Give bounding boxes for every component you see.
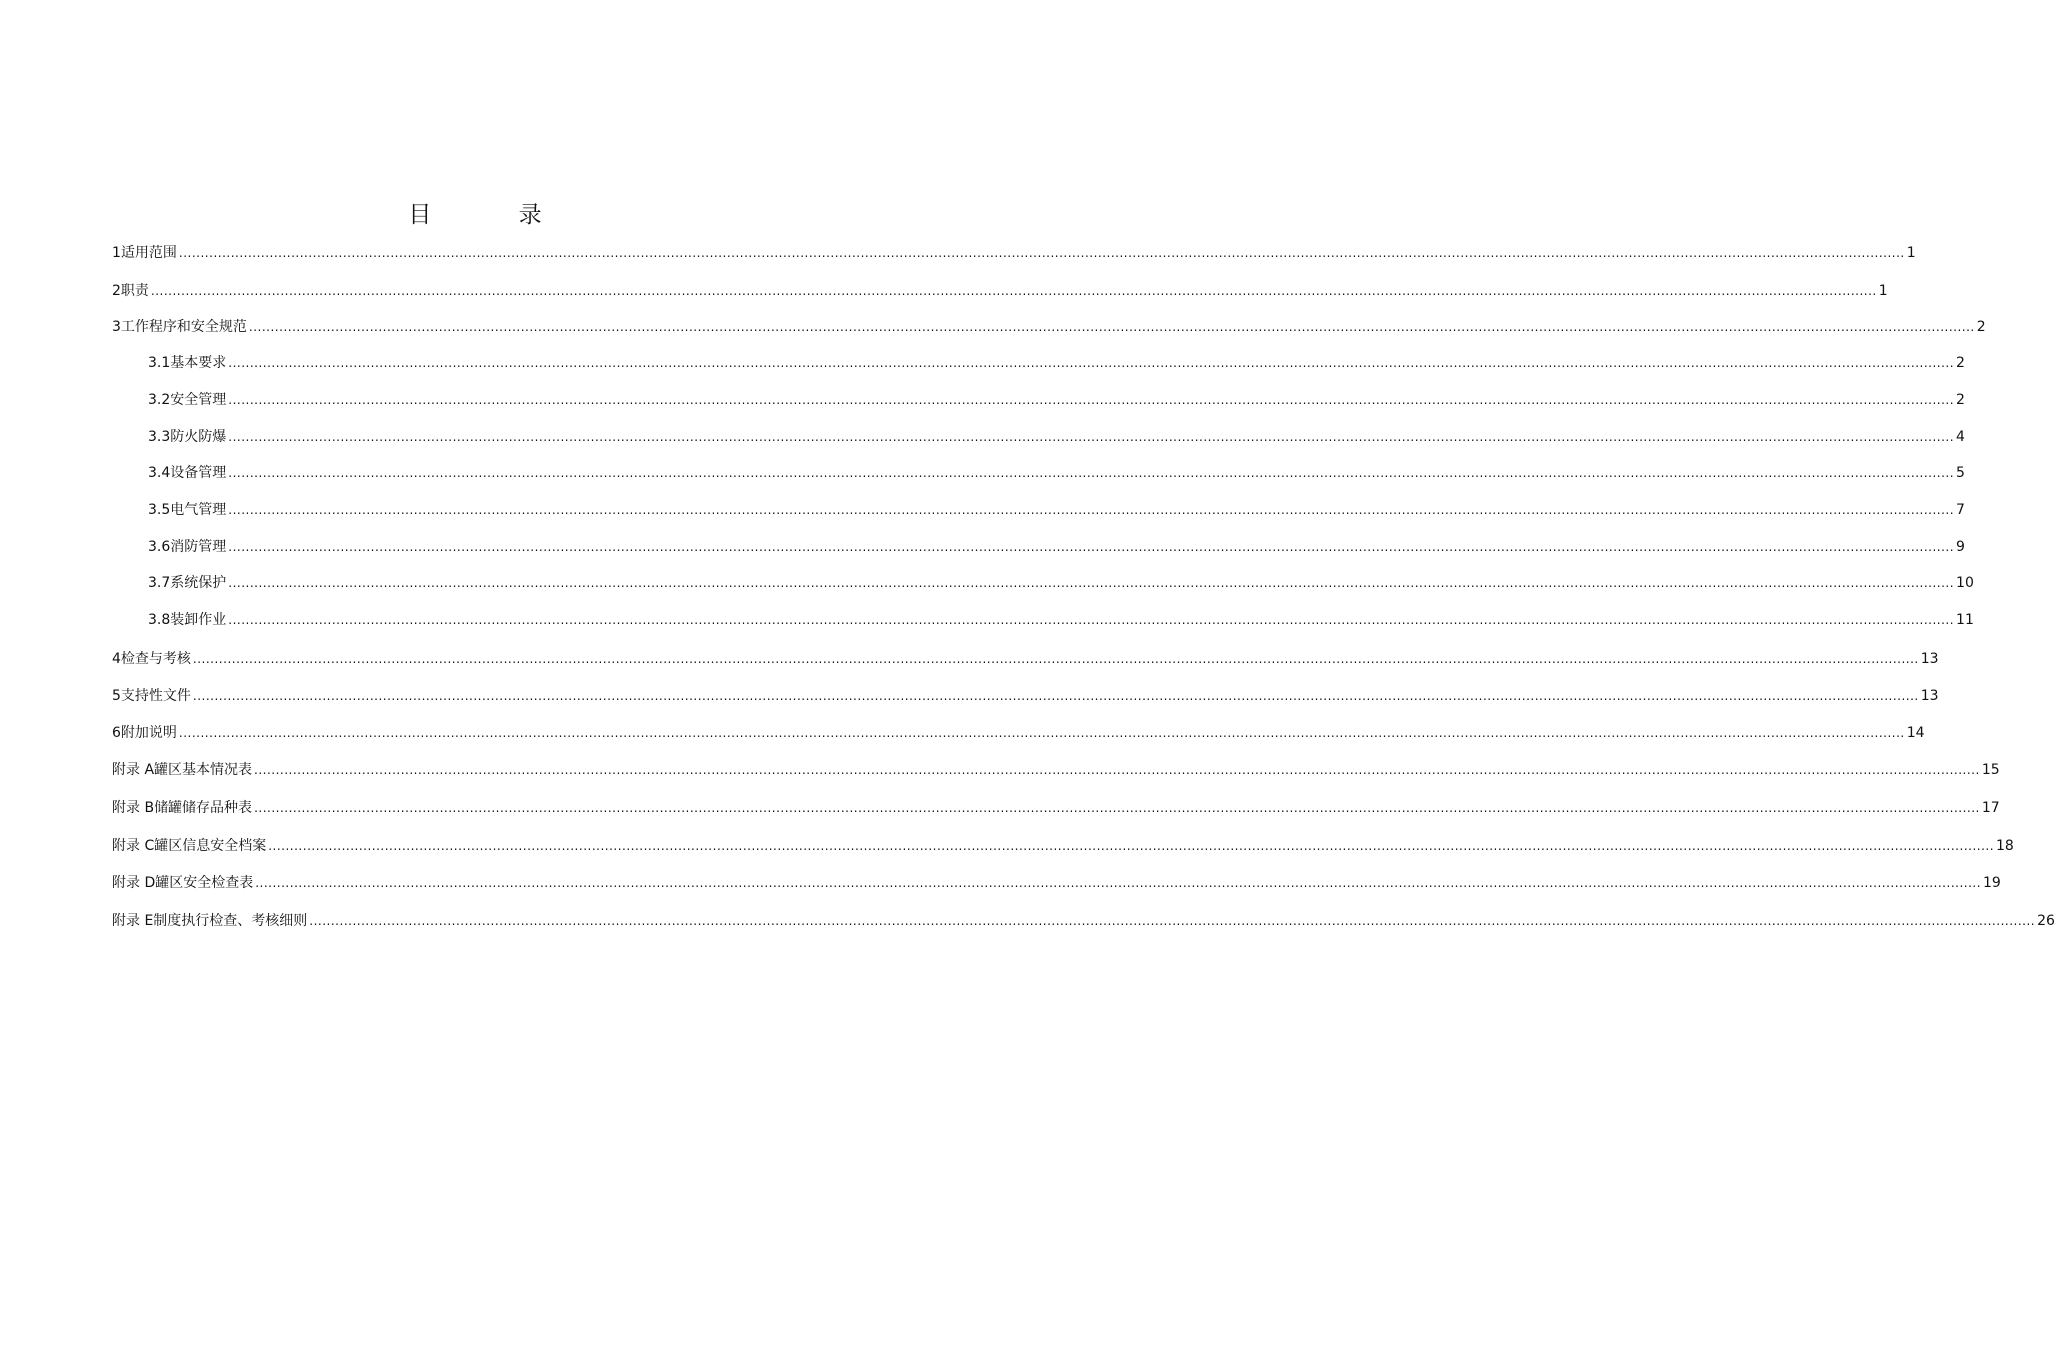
- toc-entry-number: 附录 B: [112, 800, 155, 816]
- toc-entry-label: 装卸作业: [170, 612, 227, 628]
- toc-entry-label: 工作程序和安全规范: [120, 319, 247, 335]
- toc-entry: [148, 390, 1965, 410]
- toc-entry-number: 附录 E: [112, 913, 154, 929]
- toc-entry-number: 3: [112, 319, 121, 335]
- toc-entry: [112, 836, 2014, 856]
- toc-entry-label: 检查与考核: [120, 651, 191, 667]
- toc-entry-page: 9: [1956, 539, 1965, 555]
- toc-entry-label: 罐区基本情况表: [154, 762, 253, 778]
- toc-entry: [112, 873, 2001, 893]
- toc-entry-number: 3.8: [148, 612, 171, 628]
- toc-leader-dots: ................................................................................................................................................................................................................................................................................................................................................................................................................: [192, 689, 1919, 703]
- toc-entry-page: 7: [1956, 502, 1965, 518]
- toc-entry-label: 支持性文件: [120, 688, 191, 704]
- toc-entry: [112, 686, 1939, 706]
- toc-entry-page: 1: [1906, 245, 1916, 261]
- toc-entry: [148, 500, 1965, 520]
- toc-entry-page: 13: [1920, 688, 1939, 704]
- toc-entry-number: 附录 D: [112, 875, 156, 891]
- toc-entry-label: 附加说明: [120, 725, 177, 741]
- toc-entry-page: 17: [1981, 800, 2000, 816]
- toc-leader-dots: ................................................................................................................................................................................................................................................................................................................................................................................................................: [254, 801, 1980, 815]
- toc-entry-page: 2: [1956, 392, 1965, 408]
- toc-title: 目 录: [408, 202, 582, 228]
- toc-entry-page: 19: [1983, 875, 2001, 891]
- toc-entry-page: 18: [1996, 838, 2014, 854]
- toc-entry: [112, 649, 1939, 669]
- toc-entry-label: 罐区信息安全档案: [154, 838, 267, 854]
- toc-leader-dots: ................................................................................................................................................................................................................................................................................................................................................................................................................: [192, 652, 1919, 666]
- toc-entry: [112, 760, 2000, 780]
- toc-entry-number: 3.3: [148, 429, 171, 445]
- toc-entry-label: 安全管理: [170, 392, 227, 408]
- toc-leader-dots: ................................................................................................................................................................................................................................................................................................................................................................................................................: [178, 246, 1905, 260]
- toc-entry: [112, 243, 1916, 263]
- toc-entry-page: 4: [1956, 429, 1965, 445]
- toc-entry-number: 5: [112, 688, 121, 704]
- toc-entry-label: 基本要求: [170, 355, 227, 371]
- toc-entry-label: 消防管理: [170, 539, 227, 555]
- toc-entry: [112, 798, 2000, 818]
- toc-entry-page: 1: [1878, 283, 1888, 299]
- toc-leader-dots: ................................................................................................................................................................................................................................................................................................................................................................................................................: [228, 430, 1955, 444]
- toc-leader-dots: ................................................................................................................................................................................................................................................................................................................................................................................................................: [228, 613, 1955, 627]
- toc-leader-dots: ................................................................................................................................................................................................................................................................................................................................................................................................................: [178, 726, 1905, 740]
- toc-entry-number: 3.2: [148, 392, 171, 408]
- toc-entry: [112, 317, 1986, 337]
- toc-entry-number: 3.6: [148, 539, 171, 555]
- toc-entry: [148, 463, 1965, 483]
- toc-entry-page: 10: [1956, 575, 1974, 591]
- toc-entry: [148, 427, 1965, 447]
- toc-leader-dots: ................................................................................................................................................................................................................................................................................................................................................................................................................: [228, 503, 1955, 517]
- toc-leader-dots: ................................................................................................................................................................................................................................................................................................................................................................................................................: [228, 540, 1955, 554]
- toc-entry: [148, 573, 1974, 593]
- toc-entry-label: 职责: [120, 283, 149, 299]
- toc-entry: [112, 281, 1888, 301]
- toc-leader-dots: ................................................................................................................................................................................................................................................................................................................................................................................................................: [150, 284, 1877, 298]
- toc-leader-dots: ................................................................................................................................................................................................................................................................................................................................................................................................................: [255, 876, 1982, 890]
- toc-leader-dots: ................................................................................................................................................................................................................................................................................................................................................................................................................: [228, 576, 1955, 590]
- toc-entry-label: 适用范围: [120, 245, 177, 261]
- toc-leader-dots: ................................................................................................................................................................................................................................................................................................................................................................................................................: [228, 393, 1955, 407]
- toc-leader-dots: ................................................................................................................................................................................................................................................................................................................................................................................................................: [254, 763, 1980, 777]
- toc-entry-label: 储罐储存品种表: [154, 800, 253, 816]
- toc-entry-number: 3.4: [148, 465, 171, 481]
- toc-entry-number: 3.1: [148, 355, 171, 371]
- toc-entry-page: 13: [1920, 651, 1939, 667]
- toc-leader-dots: ................................................................................................................................................................................................................................................................................................................................................................................................................: [228, 356, 1955, 370]
- toc-entry-page: 5: [1956, 465, 1965, 481]
- toc-leader-dots: ................................................................................................................................................................................................................................................................................................................................................................................................................: [268, 839, 1995, 853]
- toc-entry-number: 6: [112, 725, 121, 741]
- toc-entry-number: 3.7: [148, 575, 171, 591]
- toc-entry-page: 11: [1956, 612, 1974, 628]
- toc-entry: [148, 610, 1974, 630]
- toc-entry-number: 附录 A: [112, 762, 155, 778]
- toc-entry-label: 设备管理: [170, 465, 227, 481]
- toc-entry-label: 制度执行检查、考核细则: [153, 913, 308, 929]
- toc-entry: [148, 537, 1965, 557]
- toc-leader-dots: ................................................................................................................................................................................................................................................................................................................................................................................................................: [248, 320, 1975, 334]
- toc-entry-page: 14: [1906, 725, 1925, 741]
- toc-leader-dots: ................................................................................................................................................................................................................................................................................................................................................................................................................: [228, 466, 1955, 480]
- toc-entry-label: 防火防爆: [170, 429, 227, 445]
- toc-entry: [112, 723, 1925, 743]
- toc-entry: [112, 911, 2055, 931]
- toc-entry-number: 1: [112, 245, 121, 261]
- toc-leader-dots: ................................................................................................................................................................................................................................................................................................................................................................................................................: [309, 914, 2036, 928]
- toc-entry-page: 2: [1956, 355, 1965, 371]
- toc-entry-number: 4: [112, 651, 121, 667]
- toc-entry-number: 附录 C: [112, 838, 155, 854]
- toc-entry-number: 3.5: [148, 502, 171, 518]
- toc-entry: [148, 353, 1965, 373]
- toc-entry-label: 罐区安全检查表: [155, 875, 254, 891]
- toc-entry-page: 15: [1981, 762, 2000, 778]
- toc-entry-number: 2: [112, 283, 121, 299]
- toc-entry-label: 系统保护: [170, 575, 227, 591]
- toc-entry-page: 26: [2037, 913, 2055, 929]
- toc-entry-label: 电气管理: [170, 502, 227, 518]
- toc-entry-page: 2: [1976, 319, 1986, 335]
